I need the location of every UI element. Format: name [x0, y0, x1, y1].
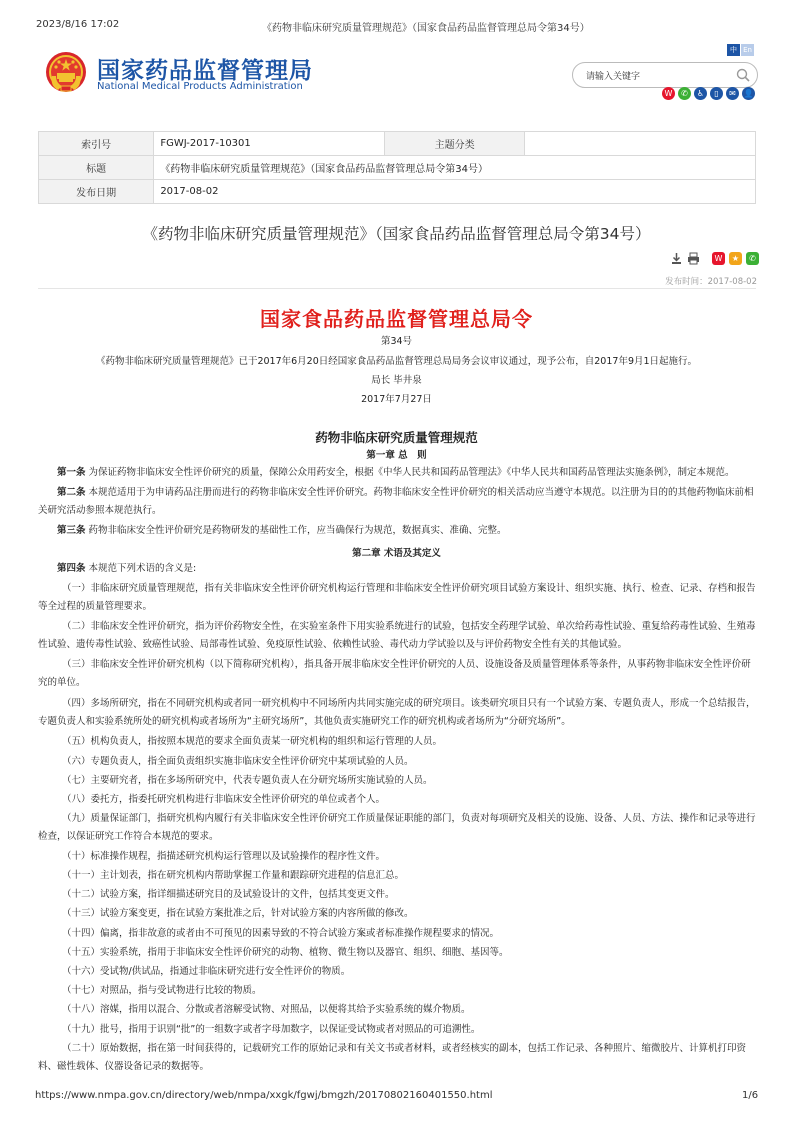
- document-metadata-table: [38, 131, 756, 204]
- print-header: [0, 0, 793, 34]
- list-item: （十一）主计划表，指在研究机构内帮助掌握工作量和跟踪研究进程的信息汇总。: [62, 870, 405, 881]
- category-label: 主题分类: [384, 132, 524, 156]
- list-item: （十七）对照品，指与受试物进行比较的物质。: [62, 985, 262, 996]
- lang-english-button[interactable]: En: [741, 44, 754, 56]
- weibo-icon[interactable]: W: [662, 87, 675, 100]
- title-value: 《药物非临床研究质量管理规范》（国家食品药品监督管理总局令第34号）: [154, 156, 756, 180]
- search-input[interactable]: [572, 62, 758, 88]
- divider: [38, 288, 756, 289]
- download-icon[interactable]: [670, 252, 683, 265]
- list-item: （十三）试验方案变更，指在试验方案批准之后，针对试验方案的内容所做的修改。: [62, 908, 414, 919]
- social-icons: [662, 87, 755, 100]
- wechat-icon[interactable]: ✆: [678, 87, 691, 100]
- article-text: 为保证药物非临床安全性评价研究的质量，保障公众用药安全，根据《中华人民共和国药品管理法》《中华人民共和国药品管理法实施条例》，制定本规范。: [85, 467, 735, 478]
- table-row: [39, 132, 756, 156]
- list-item: （十六）受试物/供试品，指通过非临床研究进行安全性评价的物质。: [62, 966, 351, 977]
- national-emblem-icon[interactable]: [44, 50, 88, 94]
- list-item: （十）标准操作规程，指描述研究机构运行管理以及试验操作的程序性文件。: [62, 851, 386, 862]
- site-header: [0, 38, 793, 108]
- share-wechat-icon[interactable]: ✆: [746, 252, 759, 265]
- date-label: 发布日期: [39, 180, 154, 204]
- page-title: 《药物非临床研究质量管理规范》（国家食品药品监督管理总局令第34号）: [142, 225, 651, 243]
- index-label: 索引号: [39, 132, 154, 156]
- list-item: （五）机构负责人，指按照本规范的要求全面负责某一研究机构的组织和运行管理的人员。: [62, 736, 443, 747]
- list-item: （十五）实验系统，指用于非临床安全性评价研究的动物、植物、微生物以及器官、组织、细胞、基因等。: [62, 947, 509, 958]
- publish-time: 发布时间：2017-08-02: [665, 277, 757, 287]
- title-label: 标题: [39, 156, 154, 180]
- list-item: （十九）批号，指用于识别“批”的一组数字或者字母加数字，以保证受试物或者对照品的可追溯性。: [62, 1024, 481, 1035]
- share-weibo-icon[interactable]: W: [712, 252, 725, 265]
- article-number: 第二条: [57, 487, 86, 498]
- list-item: （十二）试验方案，指详细描述研究目的及试验设计的文件，包括其变更文件。: [62, 889, 395, 900]
- article-paragraph: [38, 464, 756, 482]
- print-icon[interactable]: [687, 252, 700, 265]
- user-icon[interactable]: 👤: [743, 89, 754, 98]
- search-icon[interactable]: [735, 67, 751, 83]
- chapter-heading: 第一章 总 则: [366, 450, 427, 461]
- lang-chinese-button[interactable]: 中: [727, 44, 740, 56]
- list-item: （四）多场所研究，指在不同研究机构或者同一研究机构中不同场所内共同实施完成的研究项目。该类研究项目只有一个试验方案、专题负责人，形成一个总结报告，专题负责人和实验系统所处的研究机构或者场所为“主研究场所”，其他负责实施研究工作的研究机构或者场所为“分研究场所”。: [38, 698, 756, 727]
- index-value: FGWJ-2017-10301: [154, 132, 385, 156]
- article-number: 第三条: [57, 525, 86, 536]
- sign-date: 2017年7月27日: [361, 394, 432, 405]
- list-item: （二十）原始数据，指在第一时间获得的，记载研究工作的原始记录和有关文书或者材料，或者经核实的副本，包括工作记录、各种照片、缩微胶片、计算机打印资料、磁性载体、仪器设备记录的数据等。: [38, 1043, 747, 1072]
- list-item: （三）非临床安全性评价研究机构（以下简称研究机构），指具备开展非临床安全性评价研究的人员、设施设备及质量管理体系等条件，从事药物非临床安全性评价研究的单位。: [38, 659, 751, 688]
- table-row: [39, 156, 756, 180]
- table-row: [39, 180, 756, 204]
- promulgation-text: 《药物非临床研究质量管理规范》已于2017年6月20日经国家食品药品监督管理总局局务会议审议通过，现予公布，自2017年9月1日起施行。: [95, 356, 698, 367]
- signer: 局长 毕井泉: [371, 375, 422, 386]
- print-datetime: 2023/8/16 17:02: [36, 19, 120, 30]
- site-brand-english[interactable]: National Medical Products Administration: [97, 81, 303, 92]
- list-item: （二）非临床安全性评价研究，指为评价药物安全性，在实验室条件下用实验系统进行的试验，包括安全药理学试验、单次给药毒性试验、重复给药毒性试验、生殖毒性试验、遗传毒性试验、致癌性试验、局部毒性试验、免疫原性试验、依赖性试验、毒代动力学试验以及与评价药物安全性有关的其他试验。: [38, 621, 756, 650]
- mobile-icon[interactable]: ▯: [710, 87, 723, 100]
- page-number: 1/6: [742, 1090, 759, 1101]
- article-text: 药物非临床安全性评价研究是药物研发的基础性工作，应当确保行为规范，数据真实、准确、完整。: [85, 525, 507, 536]
- share-qzone-icon[interactable]: ★: [729, 252, 742, 265]
- article-text: 本规范适用于为申请药品注册而进行的药物非临床安全性评价研究。药物非临床安全性评价研究的相关活动应当遵守本规范。以注册为目的的其他药物临床前相关研究活动参照本规范执行。: [38, 487, 754, 516]
- article-paragraph: [38, 560, 756, 578]
- print-page-title: 《药物非临床研究质量管理规范》（国家食品药品监督管理总局令第34号）: [262, 23, 590, 34]
- article-text: 本规范下列术语的含义是:: [85, 563, 197, 574]
- site-brand-name[interactable]: 国家药品监督管理局: [97, 58, 313, 84]
- list-item: （八）委托方，指委托研究机构进行非临床安全性评价研究的单位或者个人。: [62, 794, 386, 805]
- search-placeholder: 请输入关键字: [586, 72, 641, 82]
- date-value: 2017-08-02: [154, 180, 756, 204]
- list-item: （六）专题负责人，指全面负责组织实施非临床安全性评价研究中某项试验的人员。: [62, 756, 414, 767]
- category-value: [525, 132, 756, 156]
- accessibility-icon[interactable]: ♿: [694, 87, 707, 100]
- article-paragraph: [38, 484, 756, 520]
- mail-icon[interactable]: ✉: [726, 87, 739, 100]
- regulation-title: 药物非临床研究质量管理规范: [315, 430, 478, 445]
- article-tools: [670, 252, 759, 265]
- article-number: 第一条: [57, 467, 86, 478]
- language-switch: [727, 44, 754, 56]
- list-item: （十四）偏离，指非故意的或者由不可预见的因素导致的不符合试验方案或者标准操作规程要求的情况。: [62, 928, 500, 939]
- page-url[interactable]: https://www.nmpa.gov.cn/directory/web/nmpa/xxgk/fgwj/bmgzh/20170802160401550.html: [35, 1090, 493, 1101]
- chapter-heading: 第二章 术语及其定义: [352, 548, 441, 559]
- article-number: 第四条: [57, 563, 86, 574]
- article-paragraph: [38, 522, 756, 540]
- order-number: 第34号: [380, 336, 413, 347]
- list-item: （七）主要研究者，指在多场所研究中，代表专题负责人在分研究场所实施试验的人员。: [62, 775, 433, 786]
- order-title: 国家食品药品监督管理总局令: [260, 307, 533, 331]
- list-item: （九）质量保证部门，指研究机构内履行有关非临床安全性评价研究工作质量保证职能的部门，负责对每项研究及相关的设施、设备、人员、方法、操作和记录等进行检查，以保证研究工作符合本规范的要求。: [38, 813, 756, 842]
- list-item: （一）非临床研究质量管理规范，指有关非临床安全性评价研究机构运行管理和非临床安全性评价研究项目试验方案设计、组织实施、执行、检查、记录、存档和报告等全过程的质量管理要求。: [38, 583, 756, 612]
- list-item: （十八）溶媒，指用以混合、分散或者溶解受试物、对照品，以便将其给予实验系统的媒介物质。: [62, 1004, 471, 1015]
